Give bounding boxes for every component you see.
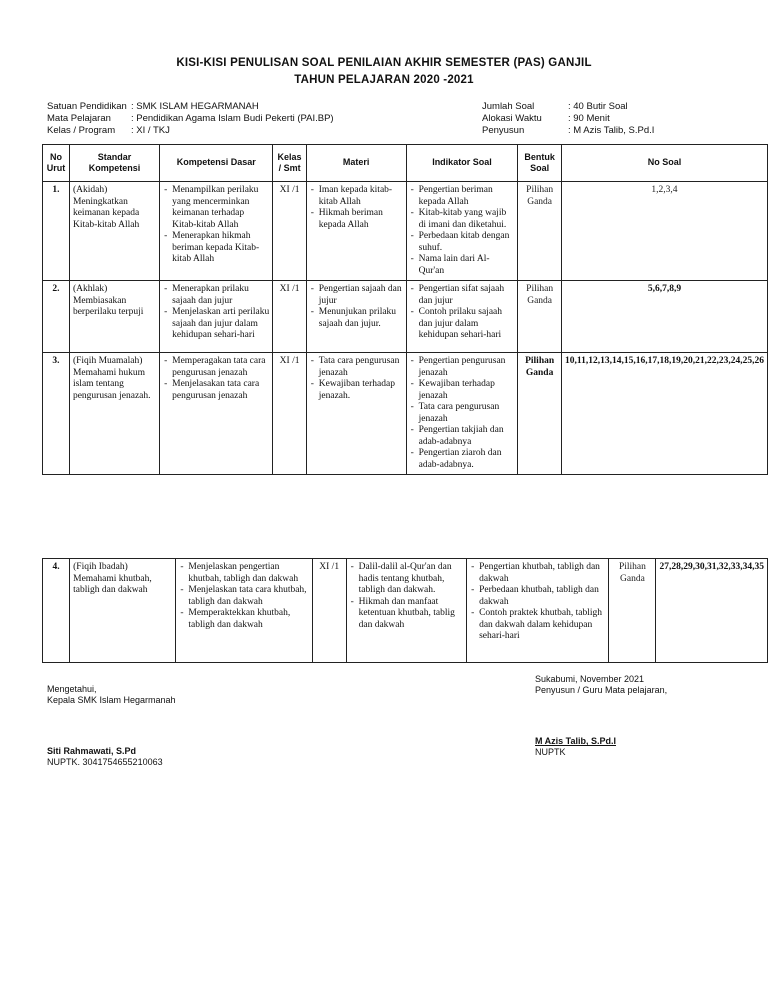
indikator-cell: - Pengertian sifat sajaah dan jujur - Contoh prilaku sajaah dan jujur dalam kehidupan sehari-hari bbox=[406, 281, 518, 353]
table-row bbox=[43, 281, 768, 353]
row-number: 4. bbox=[43, 559, 70, 663]
bentuk-soal-cell: Pilihan Ganda bbox=[518, 182, 562, 281]
header-no-soal: No Soal bbox=[561, 145, 767, 182]
table-row bbox=[43, 182, 768, 281]
kepala-name: Siti Rahmawati, S.Pd bbox=[47, 746, 137, 756]
row-number: 1. bbox=[43, 182, 70, 281]
row-number: 3. bbox=[43, 353, 70, 475]
kelas-cell: XI /1 bbox=[312, 559, 346, 663]
kelas-cell: XI /1 bbox=[273, 353, 306, 475]
materi-cell: - Pengertian sajaah dan jujur - Menunjukan prilaku sajaah dan jujur. bbox=[306, 281, 406, 353]
bentuk-soal-cell: Pilihan Ganda bbox=[609, 559, 656, 663]
bentuk-soal-cell: Pilihan Ganda bbox=[518, 281, 562, 353]
table-row bbox=[43, 559, 768, 663]
kompetensi-dasar-cell: - Memperagakan tata cara pengurusan jenazah - Menjelasakan tata cara pengurusan jenazah bbox=[160, 353, 273, 475]
header-indikator: Indikator Soal bbox=[406, 145, 518, 182]
penyusun-id: NUPTK bbox=[535, 747, 566, 757]
meta-left bbox=[47, 101, 334, 137]
no-soal-cell: 1,2,3,4 bbox=[561, 182, 767, 281]
kelas-cell: XI /1 bbox=[273, 281, 306, 353]
header-bentuk: Bentuk Soal bbox=[518, 145, 562, 182]
row-number: 2. bbox=[43, 281, 70, 353]
kisi-kisi-table-continued bbox=[42, 558, 768, 663]
table-header-row bbox=[43, 145, 768, 182]
place-date: Sukabumi, November 2021 bbox=[535, 674, 645, 684]
no-soal-cell: 5,6,7,8,9 bbox=[561, 281, 767, 353]
kisi-kisi-table bbox=[42, 144, 768, 475]
standar-kompetensi-cell: (Fiqih Muamalah) Memahami hukum islam tentang pengurusan jenazah. bbox=[69, 353, 159, 475]
header-kelas: Kelas / Smt bbox=[273, 145, 306, 182]
kepala-block bbox=[47, 684, 176, 768]
standar-kompetensi-cell: (Akhlak) Membiasakan berperilaku terpuji bbox=[69, 281, 159, 353]
bentuk-soal-cell: Pilihan Ganda bbox=[518, 353, 562, 475]
penyusun-role: Penyusun / Guru Mata pelajaran, bbox=[535, 685, 668, 695]
document-subtitle: TAHUN PELAJARAN 2020 -2021 bbox=[294, 74, 474, 86]
meta-row-alokasi: Alokasi Waktu : 90 Menit bbox=[482, 113, 610, 124]
meta-right bbox=[482, 101, 654, 137]
standar-kompetensi-cell: (Akidah) Meningkatkan keimanan kepada Kitab-kitab Allah bbox=[69, 182, 159, 281]
meta-row-mapel: Mata Pelajaran : Pendidikan Agama Islam Budi Pekerti (PAI.BP) bbox=[47, 113, 334, 124]
penyusun-block bbox=[535, 674, 667, 758]
penyusun-name: M Azis Talib, S.Pd.I bbox=[535, 736, 617, 746]
kompetensi-dasar-cell: - Menerapkan prilaku sajaah dan jujur - Menjelaskan arti perilaku sajaah dan jujur dalam kehidupan sehari-hari bbox=[160, 281, 273, 353]
kompetensi-dasar-cell: - Menjelaskan pengertian khutbah, tabligh dan dakwah - Menjelaskan tata cara khutbah, tabligh dan dakwah - Memperaktekkan khutbah, tabligh dan dakwah bbox=[176, 559, 312, 663]
header-standar-kompetensi: Standar Kompetensi bbox=[69, 145, 159, 182]
kepala-role: Kepala SMK Islam Hegarmanah bbox=[47, 695, 176, 705]
meta-row-penyusun: Penyusun : M Azis Talib, S.Pd.I bbox=[482, 125, 655, 136]
materi-cell: - Tata cara pengurusan jenazah - Kewajiban terhadap jenazah. bbox=[306, 353, 406, 475]
indikator-cell: - Pengertian pengurusan jenazah - Kewajiban terhadap jenazah - Tata cara pengurusan jenazah - Pengertian takjiah dan adab-adabnya - Pengertian ziaroh dan adab-adabnya. bbox=[406, 353, 518, 475]
document-title: KISI-KISI PENULISAN SOAL PENILAIAN AKHIR SEMESTER (PAS) GANJIL bbox=[176, 57, 592, 69]
table-row bbox=[43, 353, 768, 475]
kompetensi-dasar-cell: - Menampilkan perilaku yang mencerminkan keimanan terhadap Kitab-kitab Allah - Menerapkan hikmah beriman kepada Kitab-kitab Allah bbox=[160, 182, 273, 281]
header-kompetensi-dasar: Kompetensi Dasar bbox=[160, 145, 273, 182]
indikator-cell: - Pengertian khutbah, tabligh dan dakwah - Perbedaan khutbah, tabligh dan dakwah - Contoh praktek khutbah, tabligh dan dakwah dalam kehidupan sehari-hari bbox=[467, 559, 609, 663]
meta-row-satuan: Satuan Pendidikan : SMK ISLAM HEGARMANAH bbox=[47, 101, 259, 112]
indikator-cell: - Pengertian beriman kepada Allah - Kitab-kitab yang wajib di imani dan diketahui. - Perbedaan kitab dengan suhuf. - Nama lain dari Al-Qur'an bbox=[406, 182, 518, 281]
no-soal-cell: 10,11,12,13,14,15,16,17,18,19,20,21,22,23,24,25,26 bbox=[561, 353, 767, 475]
header-no: No Urut bbox=[43, 145, 70, 182]
materi-cell: - Iman kepada kitab-kitab Allah - Hikmah beriman kepada Allah bbox=[306, 182, 406, 281]
materi-cell: - Dalil-dalil al-Qur'an dan hadis tentang khutbah, tabligh dan dakwah. - Hikmah dan manfaat ketentuan khutbah, tablig dan dakwah bbox=[346, 559, 466, 663]
meta-row-kelas: Kelas / Program : XI / TKJ bbox=[47, 125, 170, 136]
mengetahui-label: Mengetahui, bbox=[47, 684, 97, 694]
meta-row-jumlah: Jumlah Soal : 40 Butir Soal bbox=[482, 101, 628, 112]
kelas-cell: XI /1 bbox=[273, 182, 306, 281]
no-soal-cell: 27,28,29,30,31,32,33,34,35 bbox=[656, 559, 768, 663]
kepala-id: NUPTK. 3041754655210063 bbox=[47, 757, 163, 767]
standar-kompetensi-cell: (Fiqih Ibadah) Memahami khutbah, tabligh dan dakwah bbox=[70, 559, 176, 663]
header-materi: Materi bbox=[306, 145, 406, 182]
